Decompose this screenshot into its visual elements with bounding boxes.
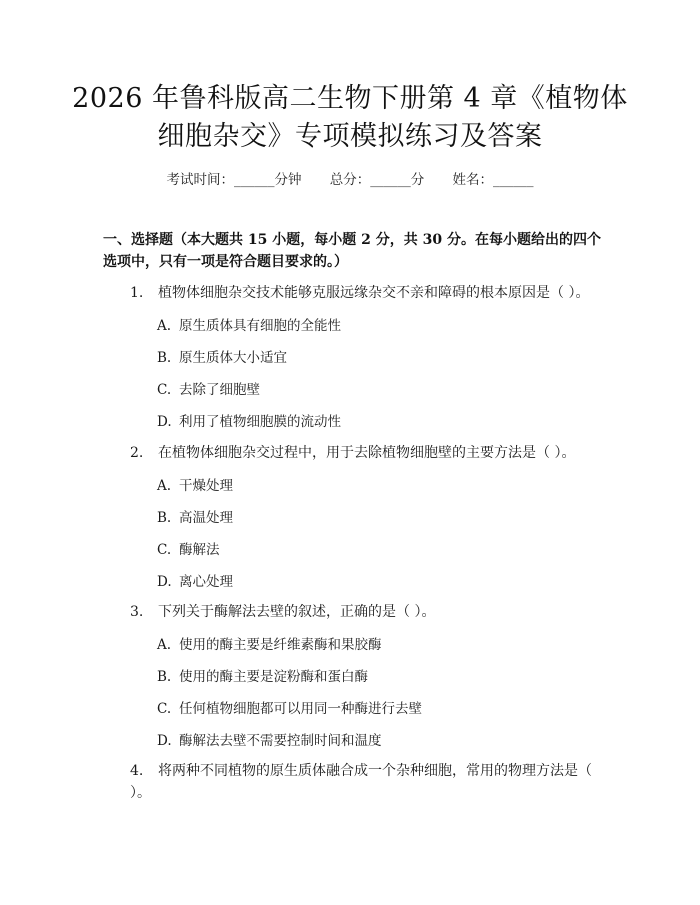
question-3 (130, 601, 600, 621)
question-number: 2. (130, 445, 144, 461)
page-title (60, 80, 640, 156)
exam-name: 姓名：______ (452, 172, 534, 188)
option-1a: A. 原生质体具有细胞的全能性 (157, 318, 341, 334)
question-1 (130, 282, 600, 302)
question-number: 4. (130, 763, 144, 779)
option-3b: B. 使用的酶主要是淀粉酶和蛋白酶 (157, 669, 368, 685)
option-2a: A. 干燥处理 (157, 478, 233, 494)
question-4 (103, 760, 603, 804)
option-3c: C. 任何植物细胞都可以用同一种酶进行去壁 (157, 701, 422, 717)
title-line-2: 细胞杂交》专项模拟练习及答案 (157, 121, 543, 152)
exam-time: 考试时间：______分钟 (166, 172, 302, 188)
section-heading: 一、选择题（本大题共 15 小题，每小题 2 分，共 30 分。在每小题给出的四个选项中，只有一项是符合题目要求的。） (103, 232, 601, 270)
question-number: 1. (130, 285, 144, 301)
option-3d: D. 酶解法去壁不需要控制时间和温度 (157, 733, 382, 749)
option-2c: C. 酶解法 (157, 542, 220, 558)
option-1c: C. 去除了细胞壁 (157, 382, 260, 398)
option-1b: B. 原生质体大小适宜 (157, 350, 287, 366)
question-2 (130, 442, 600, 462)
question-text: 下列关于酶解法去壁的叙述，正确的是（ ）。 (158, 604, 436, 620)
option-2b: B. 高温处理 (157, 510, 233, 526)
question-text: 植物体细胞杂交技术能够克服远缘杂交不亲和障碍的根本原因是（ ）。 (158, 285, 590, 301)
question-text: 将两种不同植物的原生质体融合成一个杂种细胞，常用的物理方法是（ ）。 (130, 763, 592, 801)
question-text: 在植物体细胞杂交过程中，用于去除植物细胞壁的主要方法是（ ）。 (158, 445, 576, 461)
option-1d: D. 利用了植物细胞膜的流动性 (157, 414, 341, 430)
title-line-1: 2026 年鲁科版高二生物下册第 4 章《植物体 (72, 83, 628, 114)
exam-meta (0, 168, 700, 188)
option-3a: A. 使用的酶主要是纤维素酶和果胶酶 (157, 637, 382, 653)
question-number: 3. (130, 604, 144, 620)
exam-score: 总分：______分 (329, 172, 425, 188)
option-2d: D. 离心处理 (157, 574, 233, 590)
